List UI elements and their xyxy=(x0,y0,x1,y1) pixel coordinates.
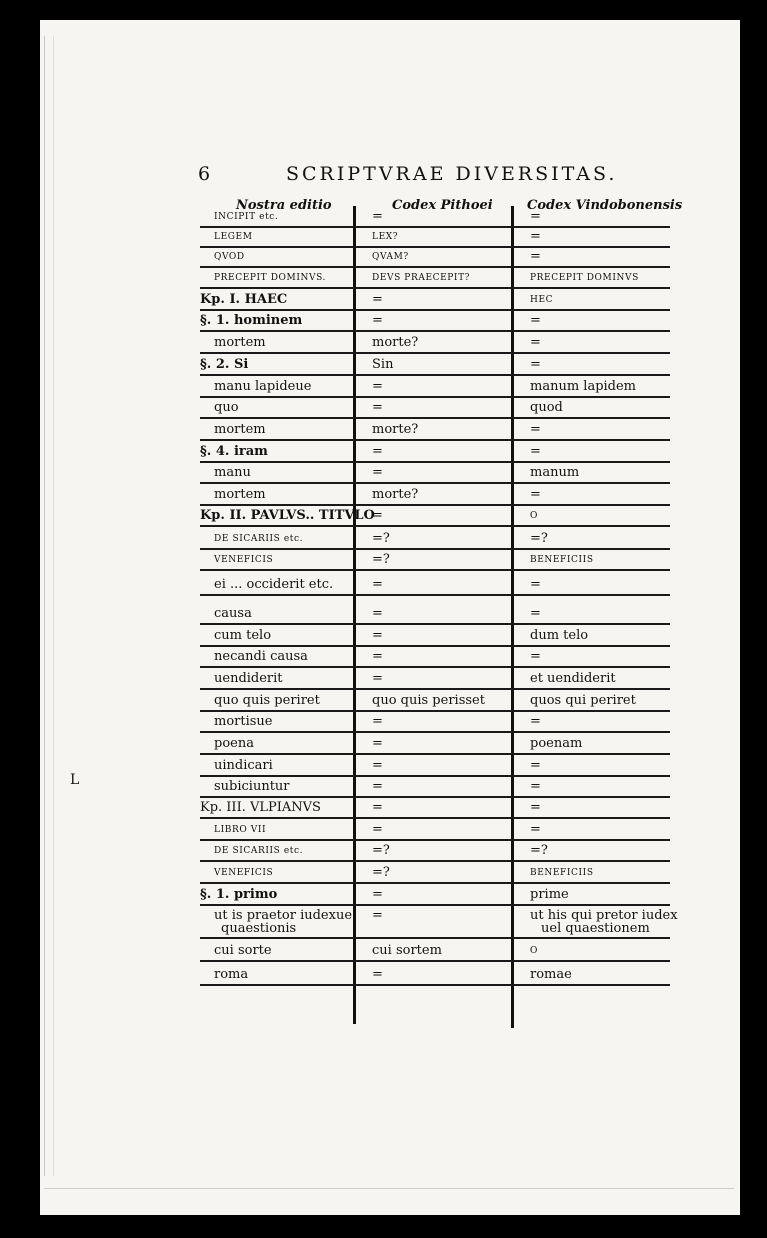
row-rule xyxy=(200,569,670,571)
cell-nostra: subiciuntur xyxy=(214,779,290,794)
cell-pithoei: =? xyxy=(372,865,390,880)
cell-nostra2: quaestionis xyxy=(221,921,297,936)
cell-vindobonensis: = xyxy=(530,779,541,794)
cell-nostra: LIBRO VII xyxy=(214,825,267,835)
row-rule xyxy=(200,482,670,484)
row-rule xyxy=(200,594,670,596)
cell-pithoei: = xyxy=(372,606,383,621)
cell-nostra: cum telo xyxy=(214,628,272,643)
cell-nostra: VENEFICIS xyxy=(214,555,274,565)
cell-nostra: uendiderit xyxy=(214,671,283,686)
cell-vindobonensis: = xyxy=(530,444,541,459)
cell-vindobonensis: =? xyxy=(530,531,548,546)
cell-nostra: causa xyxy=(214,606,252,621)
cell-nostra: Kp. II. PAVLVS.. TITVLO xyxy=(200,508,375,523)
cell-pithoei: = xyxy=(372,887,383,902)
cell-nostra: §. 1. hominem xyxy=(200,313,303,328)
page-number: 6 xyxy=(198,163,214,185)
row-rule xyxy=(200,775,670,777)
cell-nostra: Kp. III. VLPIANVS xyxy=(200,800,321,815)
cell-vindobonensis: ut his qui pretor iudex xyxy=(530,908,678,923)
cell-pithoei: = xyxy=(372,400,383,415)
cell-vindobonensis: =? xyxy=(530,843,548,858)
row-rule xyxy=(200,666,670,668)
cell-vindobonensis: et uendiderit xyxy=(530,671,616,686)
row-rule xyxy=(200,439,670,441)
column-header-pithoei: Codex Pithoei xyxy=(392,198,493,213)
cell-vindobonensis: = xyxy=(530,357,541,372)
cell-pithoei: cui sortem xyxy=(372,943,442,958)
cell-pithoei: morte? xyxy=(372,335,419,350)
cell-vindobonensis: HEC xyxy=(530,295,554,305)
cell-pithoei: = xyxy=(372,908,383,923)
cell-pithoei: = xyxy=(372,292,383,307)
cell-pithoei: morte? xyxy=(372,487,419,502)
row-rule xyxy=(200,309,670,311)
row-rule xyxy=(200,796,670,798)
column-header-vindobonensis: Codex Vindobonensis xyxy=(527,198,683,213)
cell-nostra: quo xyxy=(214,400,239,415)
row-rule xyxy=(200,937,670,939)
cell-vindobonensis: O xyxy=(530,946,538,956)
cell-vindobonensis: = xyxy=(530,822,541,837)
row-rule xyxy=(200,504,670,506)
row-rule xyxy=(200,839,670,841)
cell-pithoei: Sin xyxy=(372,357,394,372)
page-edge xyxy=(44,36,54,1176)
cell-pithoei: =? xyxy=(372,552,390,567)
cell-pithoei: = xyxy=(372,313,383,328)
cell-nostra: §. 4. iram xyxy=(200,444,268,459)
cell-vindobonensis: = xyxy=(530,313,541,328)
cell-nostra: QVOD xyxy=(214,252,245,262)
cell-vindobonensis2: uel quaestionem xyxy=(541,921,650,936)
cell-pithoei: = xyxy=(372,508,383,523)
cell-pithoei: QVAM? xyxy=(372,252,409,262)
row-rule xyxy=(200,817,670,819)
row-rule xyxy=(200,623,670,625)
row-rule xyxy=(200,417,670,419)
cell-pithoei: = xyxy=(372,736,383,751)
cell-vindobonensis: = xyxy=(530,714,541,729)
cell-nostra: poena xyxy=(214,736,254,751)
cell-pithoei: = xyxy=(372,649,383,664)
margin-mark: L xyxy=(70,772,80,788)
page-header xyxy=(198,163,658,187)
cell-pithoei: quo quis perisset xyxy=(372,693,485,708)
cell-vindobonensis: = xyxy=(530,800,541,815)
cell-vindobonensis: manum xyxy=(530,465,580,480)
cell-pithoei: = xyxy=(372,967,383,982)
row-rule xyxy=(200,904,670,906)
cell-vindobonensis: = xyxy=(530,758,541,773)
cell-nostra: Kp. I. HAEC xyxy=(200,292,288,307)
cell-pithoei: = xyxy=(372,444,383,459)
row-rule xyxy=(200,330,670,332)
row-rule xyxy=(200,984,670,986)
cell-nostra: mortem xyxy=(214,487,266,502)
cell-nostra: INCIPIT etc. xyxy=(214,212,279,222)
cell-vindobonensis: = xyxy=(530,606,541,621)
cell-nostra: §. 1. primo xyxy=(200,887,278,902)
cell-vindobonensis: quos qui periret xyxy=(530,693,636,708)
row-rule xyxy=(200,352,670,354)
cell-vindobonensis: prime xyxy=(530,887,569,902)
cell-vindobonensis: = xyxy=(530,577,541,592)
column-divider-1 xyxy=(353,206,356,1024)
row-rule xyxy=(200,396,670,398)
cell-vindobonensis: = xyxy=(530,487,541,502)
cell-pithoei: = xyxy=(372,209,383,224)
cell-nostra: necandi causa xyxy=(214,649,308,664)
cell-pithoei: = xyxy=(372,671,383,686)
cell-vindobonensis: PRECEPIT DOMINVS xyxy=(530,273,639,283)
cell-pithoei: = xyxy=(372,577,383,592)
row-rule xyxy=(200,688,670,690)
row-rule xyxy=(200,960,670,962)
cell-vindobonensis: = xyxy=(530,229,541,244)
cell-nostra: quo quis periret xyxy=(214,693,320,708)
cell-vindobonensis: dum telo xyxy=(530,628,589,643)
cell-nostra: PRECEPIT DOMINVS. xyxy=(214,273,326,283)
cell-vindobonensis: quod xyxy=(530,400,563,415)
row-rule xyxy=(200,525,670,527)
cell-vindobonensis: = xyxy=(530,209,541,224)
cell-nostra: ut is praetor iudexue xyxy=(214,908,353,923)
cell-vindobonensis: romae xyxy=(530,967,572,982)
cell-nostra: manu xyxy=(214,465,251,480)
cell-nostra: mortem xyxy=(214,422,266,437)
cell-nostra: §. 2. Si xyxy=(200,357,249,372)
cell-pithoei: = xyxy=(372,465,383,480)
cell-pithoei: =? xyxy=(372,843,390,858)
row-rule xyxy=(200,645,670,647)
cell-nostra: cui sorte xyxy=(214,943,272,958)
running-title: SCRIPTVRAE DIVERSITAS. xyxy=(286,163,618,185)
cell-nostra: VENEFICIS xyxy=(214,868,274,878)
row-rule xyxy=(200,374,670,376)
cell-nostra: roma xyxy=(214,967,249,982)
cell-nostra: DE SICARIIS etc. xyxy=(214,846,304,856)
cell-vindobonensis: manum lapidem xyxy=(530,379,637,394)
cell-nostra: ei ... occiderit etc. xyxy=(214,577,334,592)
row-rule xyxy=(200,287,670,289)
cell-vindobonensis: O xyxy=(530,511,538,521)
cell-vindobonensis: BENEFICIIS xyxy=(530,868,594,878)
cell-vindobonensis: poenam xyxy=(530,736,583,751)
cell-pithoei: = xyxy=(372,714,383,729)
row-rule xyxy=(200,548,670,550)
row-rule xyxy=(200,731,670,733)
row-rule xyxy=(200,246,670,248)
cell-vindobonensis: = xyxy=(530,249,541,264)
row-rule xyxy=(200,266,670,268)
column-header-nostra: Nostra editio xyxy=(236,198,332,213)
cell-pithoei: = xyxy=(372,628,383,643)
cell-vindobonensis: = xyxy=(530,649,541,664)
cell-vindobonensis: BENEFICIIS xyxy=(530,555,594,565)
cell-pithoei: morte? xyxy=(372,422,419,437)
cell-nostra: mortisue xyxy=(214,714,273,729)
cell-pithoei: = xyxy=(372,800,383,815)
cell-nostra: DE SICARIIS etc. xyxy=(214,534,304,544)
cell-pithoei: = xyxy=(372,822,383,837)
cell-pithoei: = xyxy=(372,779,383,794)
row-rule xyxy=(200,882,670,884)
cell-vindobonensis: = xyxy=(530,335,541,350)
cell-pithoei: LEX? xyxy=(372,232,399,242)
page-bottom-edge xyxy=(44,1188,734,1193)
cell-pithoei: =? xyxy=(372,531,390,546)
cell-pithoei: DEVS PRAECEPIT? xyxy=(372,273,471,283)
row-rule xyxy=(200,710,670,712)
cell-nostra: uindicari xyxy=(214,758,273,773)
row-rule xyxy=(200,461,670,463)
row-rule xyxy=(200,226,670,228)
row-rule xyxy=(200,753,670,755)
cell-pithoei: = xyxy=(372,758,383,773)
cell-nostra: LEGEM xyxy=(214,232,253,242)
cell-nostra: mortem xyxy=(214,335,266,350)
cell-vindobonensis: = xyxy=(530,422,541,437)
row-rule xyxy=(200,860,670,862)
cell-pithoei: = xyxy=(372,379,383,394)
cell-nostra: manu lapideue xyxy=(214,379,312,394)
